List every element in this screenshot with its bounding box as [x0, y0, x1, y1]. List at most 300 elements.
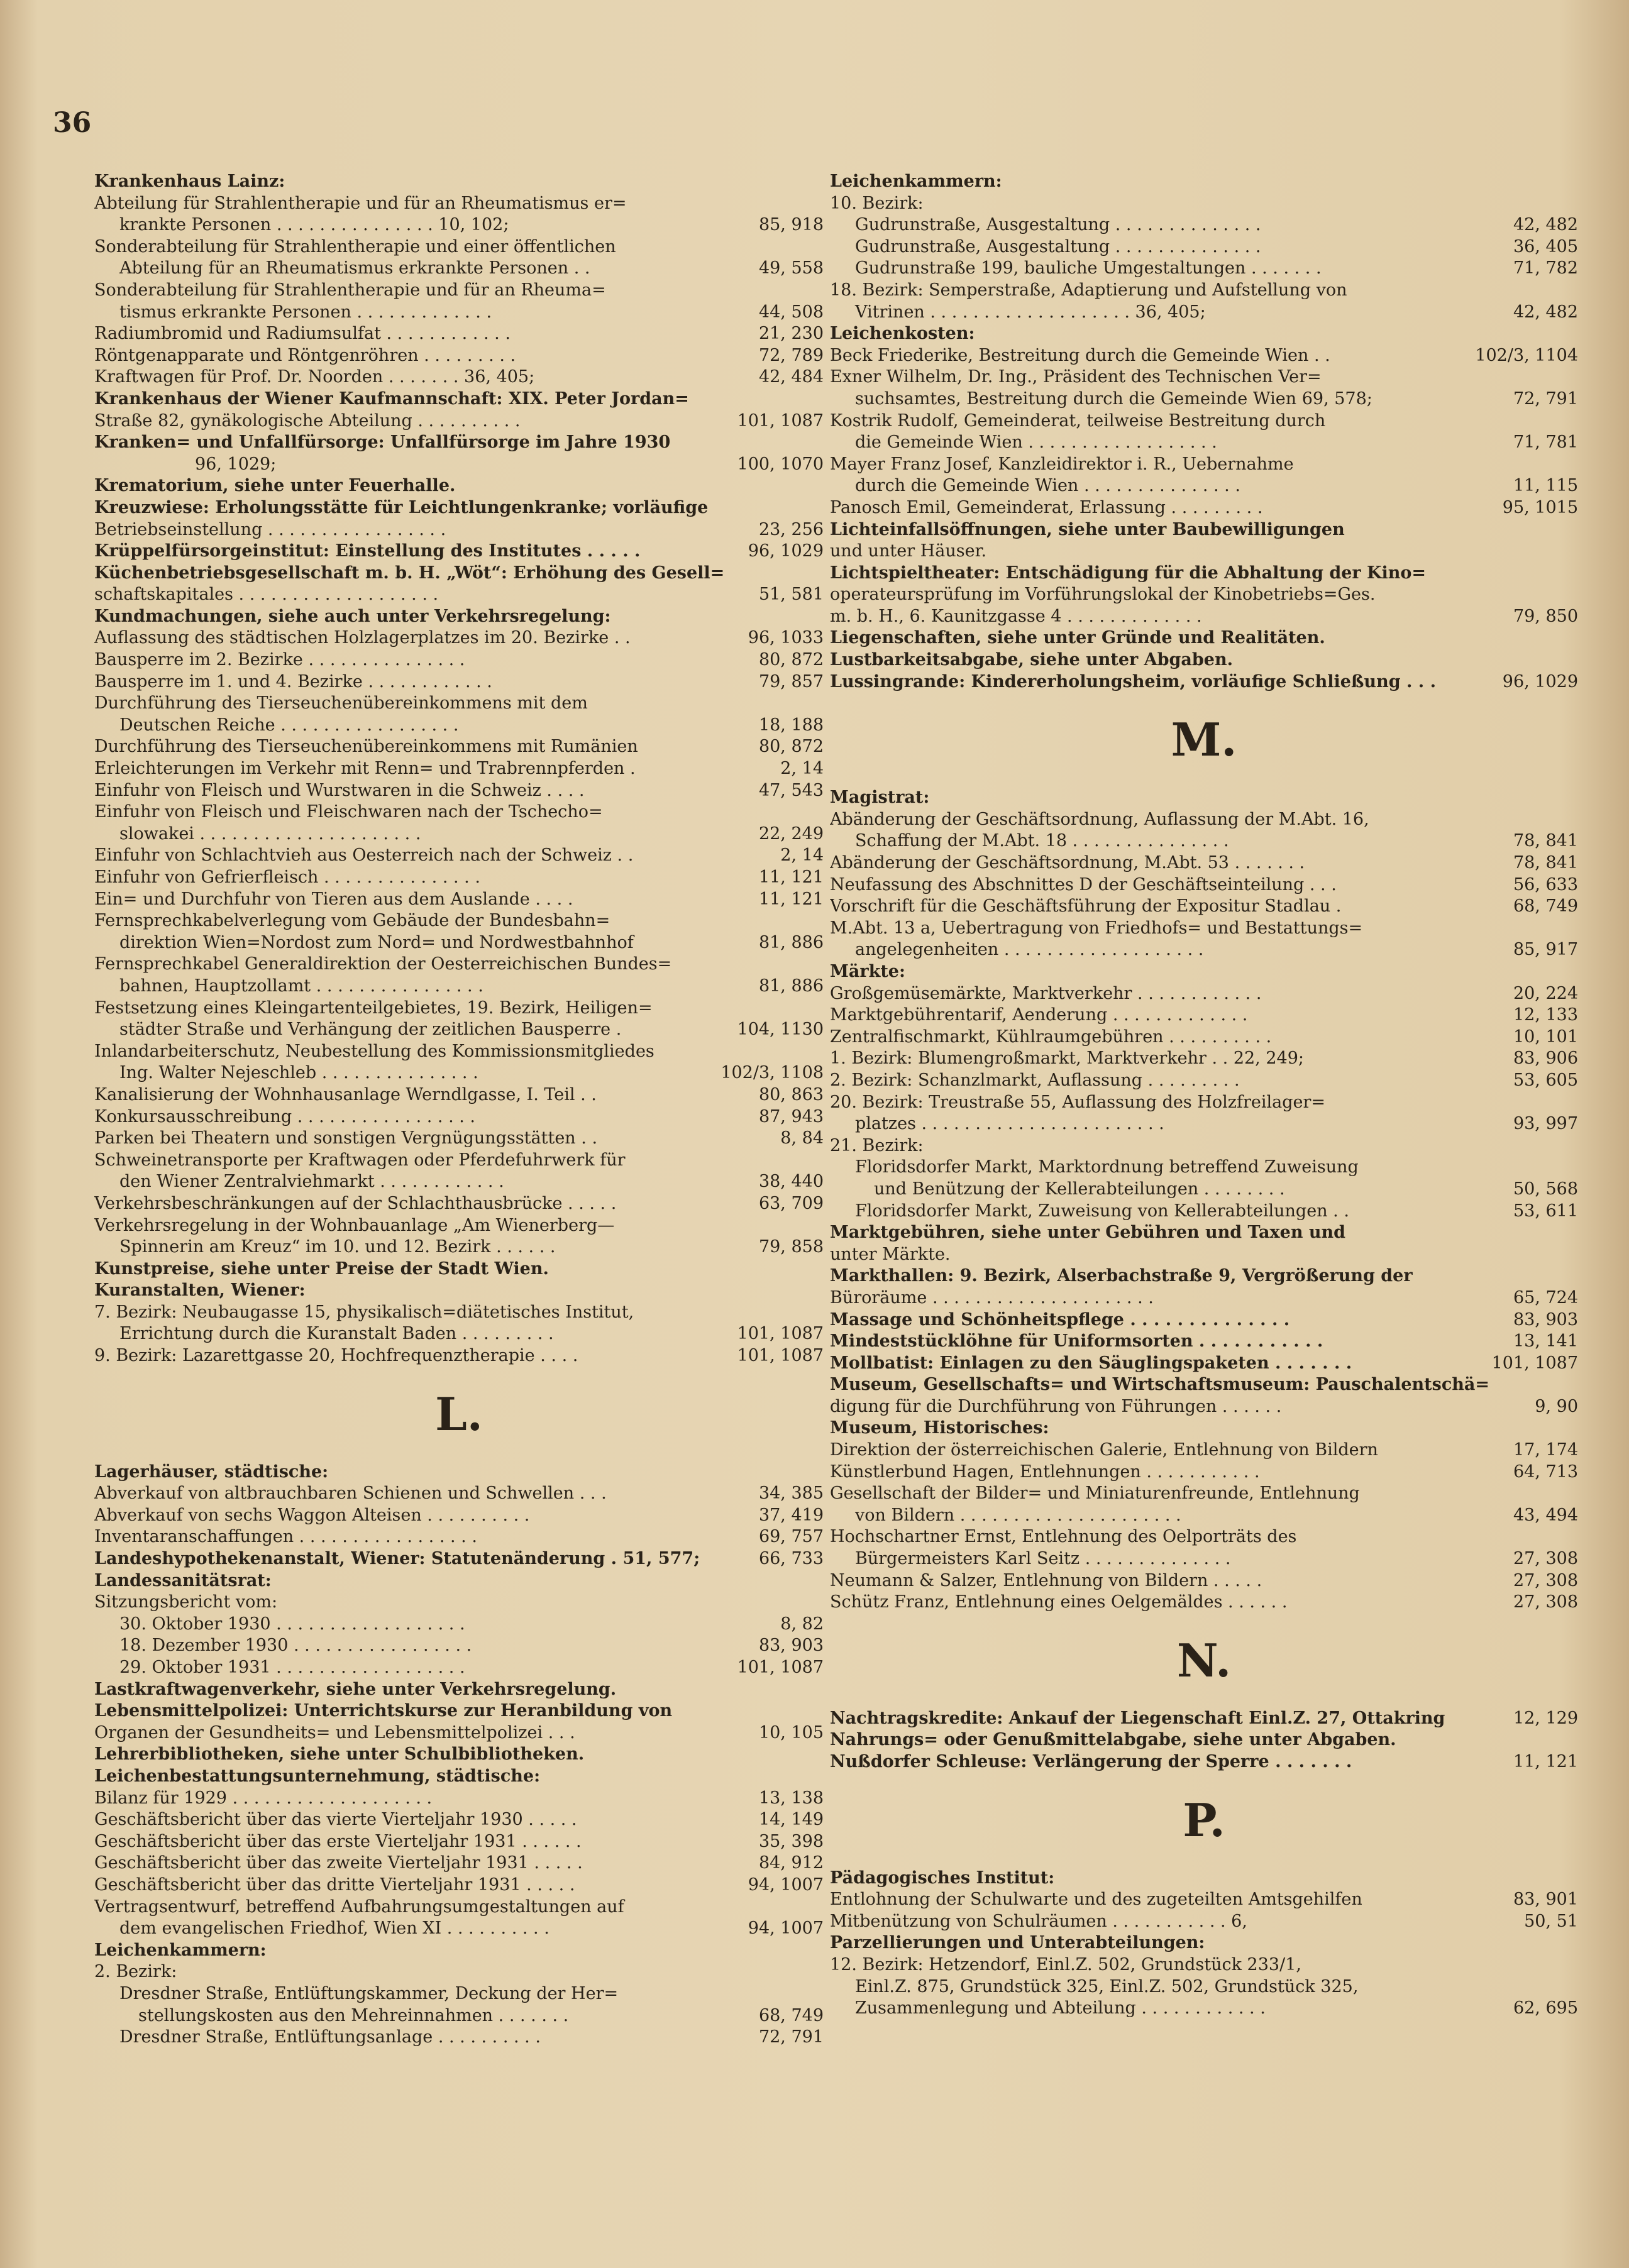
page-reference: 71, 781	[1513, 432, 1578, 453]
index-subentry	[94, 236, 824, 258]
page-reference: 71, 782	[1513, 258, 1578, 278]
index-entry-heading	[94, 1548, 824, 1570]
entry-text: Neufassung des Abschnittes D der Geschäftseinteilung . . .	[830, 874, 1337, 895]
entry-text: Kostrik Rudolf, Gemeinderat, teilweise Bestreitung durch	[830, 410, 1326, 431]
entry-text: Organen der Gesundheits= und Lebensmittelpolizei . . .	[94, 1722, 575, 1742]
entry-text: Straße 82, gynäkologische Abteilung . . . . . . . . . .	[94, 410, 521, 431]
entry-text: Mitbenützung von Schulräumen . . . . . . . . . . . 6,	[830, 1911, 1247, 1931]
page-reference: 43, 494	[1513, 1505, 1578, 1525]
entry-text: Röntgenapparate und Röntgenröhren . . . . . . . . .	[94, 345, 516, 365]
index-subentry	[94, 889, 824, 911]
entry-text: Parken bei Theatern und sonstigen Vergnügungsstätten . .	[94, 1128, 598, 1148]
page-reference: 78, 841	[1513, 831, 1578, 851]
index-subentry	[94, 758, 824, 780]
entry-text: 20. Bezirk: Treustraße 55, Auflassung des Holzfreilager=	[830, 1092, 1326, 1112]
index-subentry	[94, 693, 824, 715]
index-subentry	[830, 1005, 1578, 1027]
entry-text: M.Abt. 13 a, Uebertragung von Friedhofs= und Bestattungs=	[830, 918, 1363, 938]
index-subentry	[94, 823, 824, 845]
entry-text: Landessanitätsrat:	[94, 1570, 272, 1590]
entry-text: Abverkauf von sechs Waggon Alteisen . . . . . . . . . .	[94, 1505, 530, 1525]
entry-text: Krankenhaus der Wiener Kaufmannschaft: XIX. Peter Jordan=	[94, 388, 689, 409]
index-entry-heading	[830, 1868, 1578, 1890]
index-column-right	[830, 171, 1578, 2020]
page-reference: 101, 1087	[737, 1658, 824, 1677]
index-subentry	[94, 649, 824, 671]
entry-text: Verkehrsbeschränkungen auf der Schlachthausbrücke . . . . .	[94, 1193, 617, 1213]
page-reference: 101, 1087	[1491, 1353, 1578, 1373]
entry-text: Betriebseinstellung . . . . . . . . . . . . . . . . .	[94, 519, 446, 539]
index-subentry	[830, 1048, 1578, 1070]
section-letter: L.	[435, 1387, 483, 1441]
entry-text: Landeshypothekenanstalt, Wiener: Statutenänderung . 51, 577;	[94, 1549, 700, 1569]
entry-text: Konkursausschreibung . . . . . . . . . . . . . . . . .	[94, 1106, 475, 1126]
entry-text: 2. Bezirk: Schanzlmarkt, Auflassung . . . . . . . . .	[830, 1070, 1240, 1090]
index-subentry	[94, 1852, 824, 1874]
index-entry-heading	[830, 1309, 1578, 1331]
index-subentry	[830, 1889, 1578, 1911]
entry-text: Bilanz für 1929 . . . . . . . . . . . . . . . . . . .	[94, 1788, 433, 1808]
index-subentry	[94, 1323, 824, 1345]
index-subentry	[94, 1592, 824, 1614]
page-reference: 81, 886	[758, 976, 824, 996]
index-subentry	[830, 214, 1578, 236]
entry-text: schaftskapitales . . . . . . . . . . . . . . . . . . .	[94, 585, 439, 605]
page-reference: 72, 791	[1513, 388, 1578, 409]
index-entry-heading	[94, 1462, 824, 1484]
index-subentry	[830, 236, 1578, 258]
index-subentry	[94, 1983, 824, 2005]
entry-text: Gudrunstraße, Ausgestaltung . . . . . . . . . . . . . .	[855, 215, 1261, 235]
page-reference: 69, 757	[758, 1527, 824, 1547]
index-subentry	[94, 1831, 824, 1853]
index-subentry	[830, 1462, 1578, 1484]
page-reference: 78, 841	[1513, 853, 1578, 873]
index-subentry	[94, 345, 824, 367]
page-reference: 80, 863	[758, 1084, 824, 1104]
entry-text: slowakei . . . . . . . . . . . . . . . . . . . . .	[119, 823, 421, 844]
index-subentry	[830, 1954, 1578, 1976]
page-reference: 104, 1130	[737, 1020, 824, 1040]
page-reference: 12, 129	[1513, 1708, 1578, 1728]
index-subentry	[94, 1809, 824, 1831]
index-subentry	[830, 1570, 1578, 1592]
section-letter: M.	[1171, 713, 1237, 767]
index-entry-heading	[830, 1418, 1578, 1440]
page-reference: 84, 912	[758, 1853, 824, 1873]
index-entry-heading	[94, 541, 824, 563]
index-subentry	[94, 932, 824, 954]
index-subentry	[830, 918, 1578, 940]
index-entry-heading	[830, 1331, 1578, 1353]
page-reference: 11, 115	[1513, 476, 1578, 496]
entry-text: Neumann & Salzer, Entlehnung von Bildern . . . . .	[830, 1570, 1262, 1590]
entry-text: Panosch Emil, Gemeinderat, Erlassung . . . . . . . . .	[830, 497, 1263, 517]
index-entry-heading	[94, 432, 824, 454]
entry-text: Exner Wilhelm, Dr. Ing., Präsident des Technischen Ver=	[830, 367, 1322, 387]
index-subentry	[830, 1548, 1578, 1570]
index-entry-heading	[94, 1258, 824, 1280]
entry-text: Vertragsentwurf, betreffend Aufbahrungsumgestaltungen auf	[94, 1896, 624, 1917]
entry-text: Küchenbetriebsgesellschaft m. b. H. „Wöt“: Erhöhung des Gesell=	[94, 563, 725, 583]
entry-text: suchsamtes, Bestreitung durch die Gemeinde Wien 69, 578;	[855, 388, 1372, 409]
index-subentry	[830, 541, 1578, 563]
entry-text: Durchführung des Tierseuchenübereinkommens mit Rumänien	[94, 737, 638, 757]
entry-text: Abteilung für Strahlentherapie und für an Rheumatismus er=	[94, 193, 627, 213]
page-reference: 102/3, 1108	[721, 1063, 824, 1083]
page-reference: 50, 568	[1513, 1179, 1578, 1199]
entry-text: Errichtung durch die Kuranstalt Baden . . . . . . . . .	[119, 1324, 554, 1344]
index-entry-heading	[830, 171, 1578, 193]
page-reference: 79, 857	[758, 671, 824, 691]
page-reference: 23, 256	[758, 519, 824, 539]
page-reference: 83, 906	[1513, 1049, 1578, 1069]
entry-text: Kanalisierung der Wohnhausanlage Werndlgasse, I. Teil . .	[94, 1084, 597, 1104]
index-subentry	[94, 801, 824, 823]
page-reference: 17, 174	[1513, 1440, 1578, 1460]
page-reference: 62, 695	[1513, 1998, 1578, 2018]
index-subentry	[94, 1302, 824, 1324]
page-reference: 27, 308	[1513, 1592, 1578, 1612]
entry-text: Kundmachungen, siehe auch unter Verkehrsregelung:	[94, 606, 611, 626]
index-entry-heading	[94, 171, 824, 193]
index-entry-heading	[830, 1751, 1578, 1773]
index-subentry	[94, 2005, 824, 2027]
entry-text: Gesellschaft der Bilder= und Miniaturenfreunde, Entlehnung	[830, 1484, 1360, 1504]
index-entry-heading	[94, 1766, 824, 1788]
index-entry-heading	[94, 563, 824, 585]
entry-text: digung für die Durchführung von Führungen . . . . . .	[830, 1396, 1282, 1416]
entry-text: Abänderung der Geschäftsordnung, M.Abt. 53 . . . . . . .	[830, 853, 1305, 873]
entry-text: städter Straße und Verhängung der zeitlichen Bausperre .	[119, 1020, 622, 1040]
index-subentry	[830, 1440, 1578, 1462]
index-subentry	[830, 366, 1578, 388]
index-subentry	[94, 366, 824, 388]
index-subentry	[94, 1171, 824, 1193]
page-reference: 10, 101	[1513, 1027, 1578, 1047]
page-reference: 64, 713	[1513, 1462, 1578, 1482]
index-subentry	[830, 302, 1578, 324]
entry-text: Lastkraftwagenverkehr, siehe unter Verkehrsregelung.	[94, 1679, 617, 1699]
index-subentry	[830, 1287, 1578, 1309]
page-reference: 94, 1007	[748, 1918, 824, 1939]
index-subentry	[94, 258, 824, 280]
index-subentry	[830, 1135, 1578, 1157]
page-reference: 2, 14	[780, 759, 824, 779]
index-subentry	[94, 715, 824, 737]
page-reference: 8, 84	[780, 1128, 824, 1148]
entry-text: Schütz Franz, Entlehnung eines Oelgemäldes . . . . . .	[830, 1592, 1288, 1612]
entry-text: Mayer Franz Josef, Kanzleidirektor i. R., Uebernahme	[830, 454, 1294, 474]
entry-text: Kreuzwiese: Erholungsstätte für Leichtlungenkranke; vorläufige	[94, 497, 709, 517]
index-subentry	[830, 475, 1578, 497]
entry-text: Gudrunstraße, Ausgestaltung . . . . . . . . . . . . . .	[855, 236, 1261, 256]
index-entry-heading	[94, 475, 824, 497]
section-letter: P.	[1183, 1793, 1225, 1847]
entry-text: Einfuhr von Fleisch und Fleischwaren nach der Tschecho=	[94, 802, 603, 822]
index-subentry	[94, 454, 824, 476]
entry-text: stellungskosten aus den Mehreinnahmen . . . . . . .	[138, 2005, 569, 2025]
entry-text: Abteilung für an Rheumatismus erkrankte Personen . .	[119, 258, 590, 278]
index-entry-heading	[830, 671, 1578, 693]
index-subentry	[830, 1592, 1578, 1614]
index-entry-heading	[830, 1729, 1578, 1751]
entry-text: Geschäftsbericht über das vierte Vierteljahr 1930 . . . . .	[94, 1810, 577, 1830]
entry-text: Krüppelfürsorgeinstitut: Einstellung des Institutes . . . . .	[94, 541, 641, 561]
entry-text: Radiumbromid und Radiumsulfat . . . . . . . . . . . .	[94, 324, 511, 344]
entry-text: Massage und Schönheitspflege . . . . . . . . . . . . . .	[830, 1309, 1290, 1329]
entry-text: Nußdorfer Schleuse: Verlängerung der Sperre . . . . . . .	[830, 1752, 1352, 1771]
page-reference: 27, 308	[1513, 1549, 1578, 1569]
entry-text: Erleichterungen im Verkehr mit Renn= und Trabrennpferden .	[94, 759, 636, 779]
index-subentry	[830, 1070, 1578, 1092]
page-reference: 100, 1070	[737, 454, 824, 474]
index-entry-heading	[94, 1679, 824, 1701]
entry-text: 29. Oktober 1931 . . . . . . . . . . . . . . . . . .	[119, 1658, 465, 1677]
page-reference: 101, 1087	[737, 1324, 824, 1344]
page-reference: 47, 543	[758, 780, 824, 800]
index-subentry	[94, 976, 824, 998]
index-entry-heading	[94, 388, 824, 410]
index-subentry	[94, 1019, 824, 1041]
page-reference: 42, 484	[758, 367, 824, 387]
entry-text: Hochschartner Ernst, Entlehnung des Oelporträts des	[830, 1527, 1297, 1547]
index-entry-heading	[830, 563, 1578, 585]
page-reference: 51, 581	[758, 585, 824, 605]
index-subentry	[830, 410, 1578, 432]
entry-text: bahnen, Hauptzollamt . . . . . . . . . . . . . . . .	[119, 976, 483, 996]
index-entry-heading	[830, 1353, 1578, 1375]
entry-text: Mollbatist: Einlagen zu den Säuglingspaketen . . . . . . .	[830, 1353, 1352, 1373]
index-subentry	[830, 830, 1578, 852]
index-entry-heading	[94, 1570, 824, 1592]
page-reference: 80, 872	[758, 737, 824, 757]
index-subentry	[830, 497, 1578, 519]
entry-text: 9. Bezirk: Lazarettgasse 20, Hochfrequenztherapie . . . .	[94, 1346, 578, 1366]
index-entry-heading	[830, 323, 1578, 345]
entry-text: Abverkauf von altbrauchbaren Schienen und Schwellen . . .	[94, 1484, 607, 1504]
entry-text: m. b. H., 6. Kaunitzgasse 4 . . . . . . . . . . . . .	[830, 606, 1202, 626]
index-subentry	[94, 1918, 824, 1940]
index-subentry	[830, 258, 1578, 280]
entry-text: Nahrungs= oder Genußmittelabgabe, siehe unter Abgaben.	[830, 1730, 1396, 1750]
index-entry-heading	[94, 1280, 824, 1302]
entry-text: Dresdner Straße, Entlüftungskammer, Deckung der Her=	[119, 1983, 619, 2003]
index-subentry	[94, 1128, 824, 1150]
entry-text: Kraftwagen für Prof. Dr. Noorden . . . . . . . 36, 405;	[94, 367, 535, 387]
index-column-left	[94, 171, 824, 2049]
index-subentry	[830, 345, 1578, 367]
page-reference: 2, 14	[780, 845, 824, 866]
page-reference: 66, 733	[758, 1549, 824, 1569]
entry-text: Marktgebühren, siehe unter Gebühren und Taxen und	[830, 1223, 1345, 1243]
index-subentry	[830, 1396, 1578, 1418]
entry-text: Kranken= und Unfallfürsorge: Unfallfürsorge im Jahre 1930	[94, 432, 671, 453]
index-subentry	[94, 1236, 824, 1258]
page-reference: 42, 482	[1513, 215, 1578, 235]
entry-text: Lichtspieltheater: Entschädigung für die Abhaltung der Kino=	[830, 563, 1427, 583]
index-subentry	[830, 584, 1578, 606]
entry-text: Fernsprechkabelverlegung vom Gebäude der Bundesbahn=	[94, 911, 610, 931]
entry-text: Deutschen Reiche . . . . . . . . . . . . . . . . .	[119, 715, 459, 735]
entry-text: 7. Bezirk: Neubaugasse 15, physikalisch=diätetisches Institut,	[94, 1302, 634, 1322]
entry-text: Sonderabteilung für Strahlentherapie und einer öffentlichen	[94, 236, 616, 256]
index-subentry	[94, 1896, 824, 1918]
index-subentry	[94, 584, 824, 606]
index-subentry	[830, 809, 1578, 831]
index-subentry	[830, 1976, 1578, 1998]
page-reference: 96, 1029	[1502, 671, 1578, 691]
entry-text: operateursprüfung im Vorführungslokal der Kinobetriebs=Ges.	[830, 585, 1376, 605]
page-reference: 95, 1015	[1502, 497, 1578, 517]
page-reference: 96, 1029	[748, 541, 824, 561]
index-subentry	[94, 1526, 824, 1548]
entry-text: Markthallen: 9. Bezirk, Alserbachstraße 9, Vergrößerung der	[830, 1266, 1413, 1286]
entry-text: Ing. Walter Nejeschleb . . . . . . . . . . . . . . .	[119, 1063, 478, 1083]
entry-text: Geschäftsbericht über das erste Vierteljahr 1931 . . . . . .	[94, 1831, 582, 1851]
page-reference: 11, 121	[1513, 1752, 1578, 1771]
entry-text: angelegenheiten . . . . . . . . . . . . . . . . . . .	[855, 940, 1204, 960]
page-reference: 87, 943	[758, 1106, 824, 1126]
entry-text: den Wiener Zentralviehmarkt . . . . . . . . . . . .	[119, 1172, 504, 1192]
entry-text: Schweinetransporte per Kraftwagen oder Pferdefuhrwerk für	[94, 1150, 626, 1170]
index-subentry	[94, 214, 824, 236]
page-reference: 101, 1087	[737, 410, 824, 431]
index-entry-heading	[94, 1940, 824, 1962]
index-subentry	[830, 852, 1578, 874]
entry-text: Sonderabteilung für Strahlentherapie und für an Rheuma=	[94, 280, 606, 300]
page-reference: 37, 419	[758, 1505, 824, 1525]
index-entry-heading	[830, 787, 1578, 809]
index-subentry	[94, 627, 824, 649]
index-entry-heading	[830, 961, 1578, 983]
page-reference: 22, 249	[758, 823, 824, 844]
index-entry-heading	[94, 497, 824, 519]
page-reference: 11, 121	[758, 889, 824, 909]
entry-text: direktion Wien=Nordost zum Nord= und Nordwestbahnhof	[119, 932, 634, 952]
page-reference: 72, 789	[758, 345, 824, 365]
entry-text: Abänderung der Geschäftsordnung, Auflassung der M.Abt. 16,	[830, 809, 1369, 829]
entry-text: platzes . . . . . . . . . . . . . . . . . . . . . . .	[855, 1114, 1164, 1134]
index-subentry	[94, 1788, 824, 1810]
page-reference: 42, 482	[1513, 302, 1578, 322]
entry-text: 10. Bezirk:	[830, 193, 924, 213]
index-subentry	[830, 1157, 1578, 1179]
index-subentry	[94, 2027, 824, 2049]
index-subentry	[94, 280, 824, 302]
page-reference: 8, 82	[780, 1614, 824, 1634]
index-subentry	[94, 519, 824, 541]
index-subentry	[94, 1345, 824, 1367]
index-entry-heading	[94, 1744, 824, 1766]
page-reference: 13, 138	[758, 1788, 824, 1808]
entry-text: Kuranstalten, Wiener:	[94, 1280, 306, 1301]
entry-text: Einfuhr von Schlachtvieh aus Oesterreich nach der Schweiz . .	[94, 845, 634, 866]
entry-text: Zentralfischmarkt, Kühlraumgebühren . . . . . . . . . .	[830, 1027, 1272, 1047]
index-subentry	[830, 874, 1578, 896]
entry-text: Lehrerbibliotheken, siehe unter Schulbibliotheken.	[94, 1744, 585, 1764]
page-reference: 35, 398	[758, 1831, 824, 1851]
index-subentry	[94, 671, 824, 693]
entry-text: Museum, Historisches:	[830, 1418, 1049, 1438]
index-subentry	[94, 193, 824, 215]
page-reference: 83, 903	[758, 1636, 824, 1656]
entry-text: Liegenschaften, siehe unter Gründe und Realitäten.	[830, 628, 1325, 648]
page-reference: 44, 508	[758, 302, 824, 322]
index-subentry	[94, 302, 824, 324]
entry-text: Lebensmittelpolizei: Unterrichtskurse zur Heranbildung von	[94, 1701, 673, 1721]
index-subentry	[94, 1193, 824, 1215]
index-subentry	[94, 780, 824, 802]
index-entry-heading	[830, 1932, 1578, 1954]
index-entry-heading	[830, 1265, 1578, 1287]
entry-text: 2. Bezirk:	[94, 1962, 177, 1982]
index-subentry	[94, 1722, 824, 1744]
page-reference: 85, 917	[1513, 940, 1578, 960]
entry-text: 1. Bezirk: Blumengroßmarkt, Marktverkehr . . 22, 249;	[830, 1049, 1304, 1069]
index-subentry	[94, 1874, 824, 1896]
index-entry-heading	[830, 649, 1578, 671]
index-subentry	[830, 432, 1578, 454]
entry-text: die Gemeinde Wien . . . . . . . . . . . . . . . . . .	[855, 432, 1217, 453]
index-subentry	[94, 1635, 824, 1657]
entry-text: Leichenbestattungsunternehmung, städtische:	[94, 1766, 541, 1786]
entry-text: tismus erkrankte Personen . . . . . . . . . . . . .	[119, 302, 492, 322]
entry-text: Märkte:	[830, 962, 905, 981]
index-subentry	[94, 410, 824, 432]
index-subentry	[830, 1526, 1578, 1548]
index-subentry	[94, 1106, 824, 1128]
page-reference: 10, 105	[758, 1722, 824, 1742]
entry-text: Magistrat:	[830, 788, 930, 808]
page-reference: 11, 121	[758, 867, 824, 887]
entry-text: 96, 1029;	[195, 454, 277, 474]
index-subentry	[830, 1998, 1578, 2020]
entry-text: Großgemüsemärkte, Marktverkehr . . . . . . . . . . . .	[830, 983, 1262, 1003]
entry-text: Floridsdorfer Markt, Zuweisung von Kellerabteilungen . .	[855, 1201, 1349, 1221]
page-reference: 93, 997	[1513, 1114, 1578, 1134]
page-reference: 9, 90	[1535, 1396, 1578, 1416]
page-reference: 12, 133	[1513, 1005, 1578, 1025]
page-number: 36	[53, 107, 92, 139]
entry-text: Durchführung des Tierseuchenübereinkommens mit dem	[94, 693, 588, 713]
page-reference: 50, 51	[1524, 1911, 1578, 1931]
index-entry-heading	[830, 519, 1578, 541]
index-subentry	[830, 1027, 1578, 1049]
page-reference: 68, 749	[1513, 896, 1578, 917]
entry-text: Beck Friederike, Bestreitung durch die Gemeinde Wien . .	[830, 345, 1330, 365]
page-reference: 53, 611	[1513, 1201, 1578, 1221]
index-subentry	[94, 867, 824, 889]
index-subentry	[94, 1084, 824, 1106]
entry-text: Krematorium, siehe unter Feuerhalle.	[94, 476, 456, 496]
index-entry-heading	[830, 1222, 1578, 1244]
entry-text: 18. Bezirk: Semperstraße, Adaptierung und Aufstellung von	[830, 280, 1347, 300]
entry-text: Gudrunstraße 199, bauliche Umgestaltungen . . . . . . .	[855, 258, 1322, 278]
page-reference: 63, 709	[758, 1193, 824, 1213]
index-subentry	[830, 1179, 1578, 1201]
page-reference: 79, 850	[1513, 606, 1578, 626]
entry-text: Dresdner Straße, Entlüftungsanlage . . . . . . . . . .	[119, 2027, 541, 2047]
index-subentry	[830, 983, 1578, 1005]
index-subentry	[830, 1113, 1578, 1135]
page-reference: 79, 858	[758, 1237, 824, 1257]
index-subentry	[94, 910, 824, 932]
index-entry-heading	[830, 627, 1578, 649]
section-letter: N.	[1176, 1633, 1232, 1687]
page-reference: 72, 791	[758, 2027, 824, 2047]
index-subentry	[94, 1614, 824, 1636]
